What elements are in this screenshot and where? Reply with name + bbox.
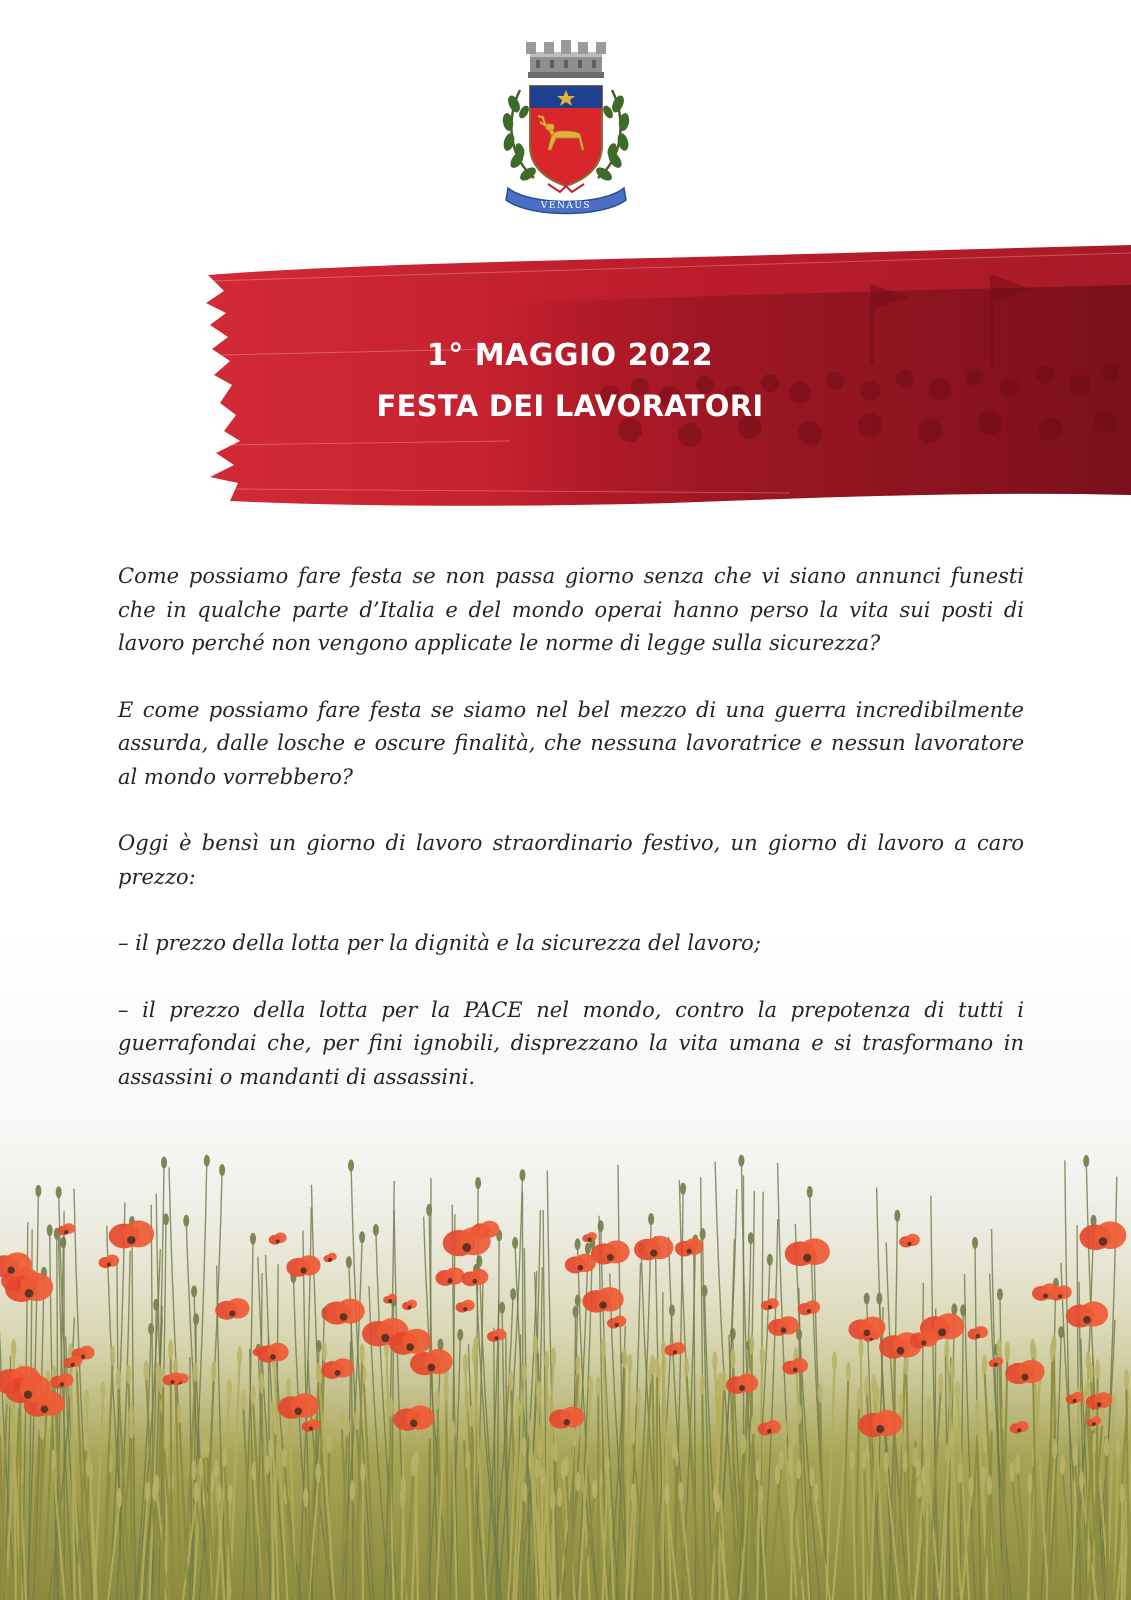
paragraph: E come possiamo fare festa se siamo nel bel mezzo di una guerra incredibilmente assurda, dalle losche e oscure finalità, che nessuna lavoratrice e nessun lavoratore al mondo vorrebbero?	[118, 697, 1024, 789]
event-name: FESTA DEI LAVORATORI	[376, 389, 764, 423]
bullet-item: – il prezzo della lotta per la PACE nel mondo, contro la prepotenza di tutti i guerrafondai che, per fini ignobili, disprezzano la vita umana e si trasformano in assassini o mandanti di assassini.	[118, 997, 1024, 1089]
crown-icon	[526, 40, 606, 78]
bullet-item: – il prezzo della lotta per la dignità e la sicurezza del lavoro;	[118, 931, 761, 955]
poppy-field-image	[0, 1120, 1131, 1600]
body-text	[118, 560, 1024, 1127]
coat-of-arms	[500, 38, 632, 218]
shield-icon	[530, 86, 602, 186]
crest-motto: VENAUS	[540, 201, 592, 211]
paragraph: Oggi è bensì un giorno di lavoro straordinario festivo, un giorno di lavoro a caro prezzo:	[118, 831, 1024, 889]
event-date: 1° MAGGIO 2022	[426, 338, 714, 373]
paragraph: Come possiamo fare festa se non passa giorno senza che vi siano annunci funesti che in qualche parte d’Italia e del mondo operai hanno perso la vita sui posti di lavoro perché non vengono applicate le norme di legge sulla sicurezza?	[118, 564, 1024, 655]
banner-title	[250, 338, 890, 423]
